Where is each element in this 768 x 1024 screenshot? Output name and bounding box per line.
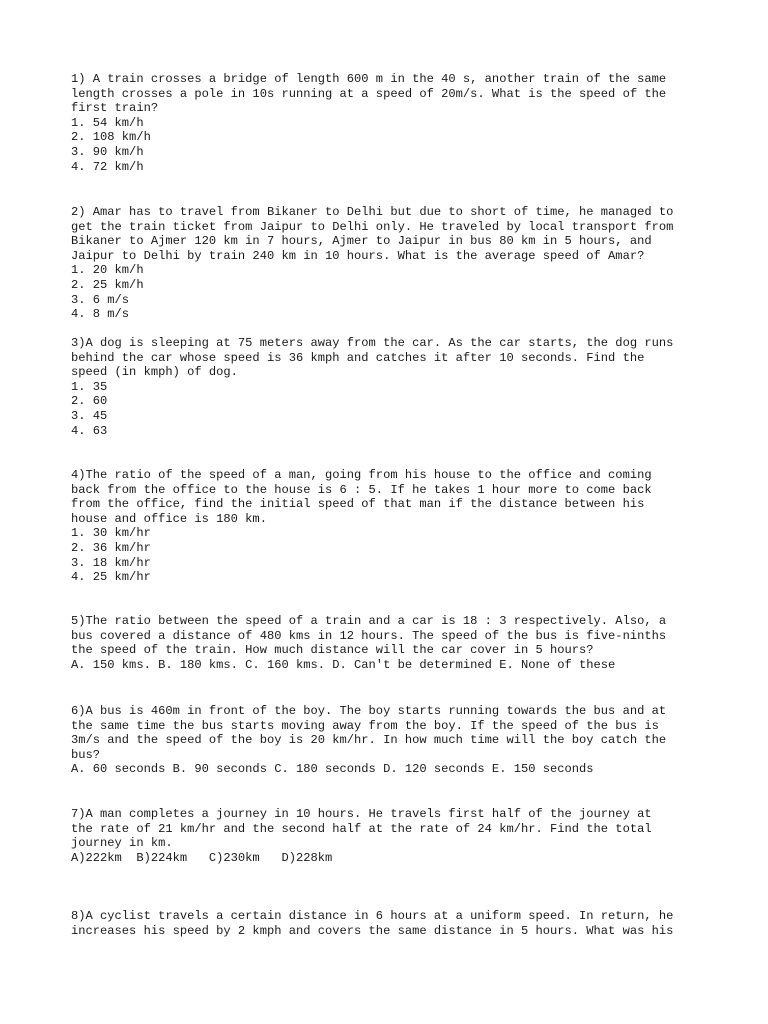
question-1 xyxy=(71,72,666,174)
question-text-line: 5)The ratio between the speed of a train and a car is 18 : 3 respectively. Also, a xyxy=(71,614,667,628)
answer-option: 1. 54 km/h xyxy=(71,115,144,130)
question-text-line: 6)A bus is 460m in front of the boy. The boy starts running towards the bus and at xyxy=(71,704,667,718)
answer-option: 3. 45 xyxy=(71,408,108,423)
question-2 xyxy=(71,205,673,322)
question-text-line: house and office is 180 km. xyxy=(71,511,267,526)
answer-option: 2. 36 km/hr xyxy=(71,540,151,555)
question-text-line: 3m/s and the speed of the boy is 20 km/hr. In how much time will the boy catch the xyxy=(71,733,667,748)
question-text-line: get the train ticket from Jaipur to Delhi only. He traveled by local transport from xyxy=(71,219,674,234)
question-text-line: 4)The ratio of the speed of a man, going from his house to the office and coming xyxy=(71,468,652,482)
question-text-line: increases his speed by 2 kmph and covers the same distance in 5 hours. What was his xyxy=(71,923,674,938)
answer-option: 4. 25 km/hr xyxy=(71,570,151,585)
answer-option: 3. 6 m/s xyxy=(71,292,130,307)
question-text-line: bus covered a distance of 480 kms in 12 hours. The speed of the bus is five-ninths xyxy=(71,628,667,643)
question-text-line: 3)A dog is sleeping at 75 meters away from the car. As the car starts, the dog runs xyxy=(71,336,674,350)
question-text-line: behind the car whose speed is 36 kmph and catches it after 10 seconds. Find the xyxy=(71,350,645,365)
question-text-line: back from the office to the house is 6 : 5. If he takes 1 hour more to come back xyxy=(71,482,652,497)
answer-option: 4. 72 km/h xyxy=(71,159,144,174)
question-text-line: 2) Amar has to travel from Bikaner to Delhi but due to short of time, he managed to xyxy=(71,205,674,219)
question-text-line: 7)A man completes a journey in 10 hours. He travels first half of the journey at xyxy=(71,807,652,821)
answer-option: 4. 63 xyxy=(71,423,108,438)
question-5 xyxy=(71,614,666,672)
answer-option: 3. 18 km/hr xyxy=(71,555,151,570)
question-6 xyxy=(71,704,666,777)
question-text-line: the rate of 21 km/hr and the second half at the rate of 24 km/hr. Find the total xyxy=(71,821,652,836)
question-text-line: the same time the bus starts moving away from the boy. If the speed of the bus is xyxy=(71,718,659,733)
answer-options: A. 60 seconds B. 90 seconds C. 180 seconds D. 120 seconds E. 150 seconds xyxy=(71,762,594,777)
question-8 xyxy=(71,909,673,938)
question-text-line: 8)A cyclist travels a certain distance in 6 hours at a uniform speed. In return, he xyxy=(71,909,674,923)
question-text-line: 1) A train crosses a bridge of length 600 m in the 40 s, another train of the same xyxy=(71,72,667,86)
question-text-line: speed (in kmph) of dog. xyxy=(71,365,238,380)
answer-option: 1. 20 km/h xyxy=(71,263,144,278)
answer-option: 1. 35 xyxy=(71,379,108,394)
answer-options: A)222km B)224km C)230km D)228km xyxy=(71,850,333,865)
answer-option: 2. 60 xyxy=(71,394,108,409)
question-text-line: length crosses a pole in 10s running at a speed of 20m/s. What is the speed of the xyxy=(71,86,667,101)
question-text-line: journey in km. xyxy=(71,836,173,851)
answer-option: 2. 25 km/h xyxy=(71,277,144,292)
answer-option: 2. 108 km/h xyxy=(71,130,151,145)
answer-option: 4. 8 m/s xyxy=(71,307,130,322)
question-4 xyxy=(71,468,652,585)
question-text-line: first train? xyxy=(71,101,159,116)
answer-option: 3. 90 km/h xyxy=(71,144,144,159)
question-text-line: Bikaner to Ajmer 120 km in 7 hours, Ajmer to Jaipur in bus 80 km in 5 hours, and xyxy=(71,234,652,249)
question-text-line: the speed of the train. How much distance will the car cover in 5 hours? xyxy=(71,643,594,658)
question-text-line: from the office, find the initial speed of that man if the distance between his xyxy=(71,497,645,512)
answer-options: A. 150 kms. B. 180 kms. C. 160 kms. D. Can't be determined E. None of these xyxy=(71,657,616,672)
question-3 xyxy=(71,336,673,438)
question-text-line: bus? xyxy=(71,747,101,762)
question-text-line: Jaipur to Delhi by train 240 km in 10 hours. What is the average speed of Amar? xyxy=(71,248,645,263)
question-7 xyxy=(71,807,652,865)
answer-option: 1. 30 km/hr xyxy=(71,526,151,541)
